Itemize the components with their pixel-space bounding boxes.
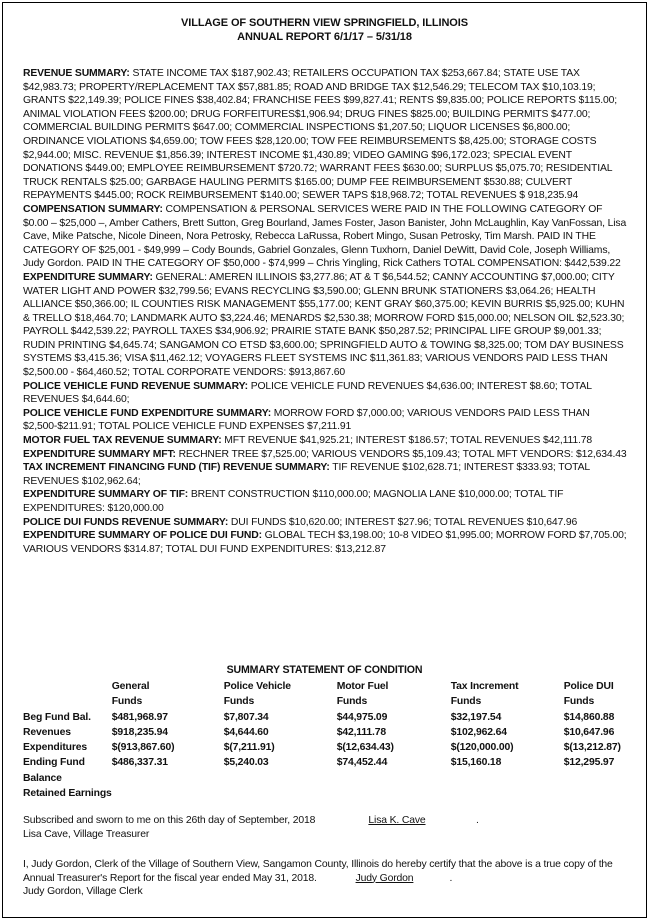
section-heading: POLICE DUI FUNDS REVENUE SUMMARY: bbox=[23, 516, 229, 528]
report-title bbox=[3, 16, 646, 44]
table-cell: $918,235.94 bbox=[111, 726, 168, 738]
report-body bbox=[23, 67, 630, 556]
section-heading: POLICE VEHICLE FUND EXPENDITURE SUMMARY: bbox=[23, 407, 272, 419]
table-cell bbox=[112, 786, 224, 801]
report-paragraph bbox=[23, 448, 630, 462]
clerk-certification bbox=[23, 858, 630, 899]
section-text: COMPENSATION & PERSONAL SERVICES WERE PAID IN THE FOLLOWING CATEGORY OF $0.00 – $25,000 –, Amber Cathers, Brett Sutton, Greg Bourland, James Foster, Jason Banister, John McLaughlin, Kay VanFossan, Lisa Cave, Mike Patsche, Nicole Dineen, Nora Petrosky, Rebecca LaRussa, Robert Mingo, Susan Petrosky, Tim Marsh. PAID IN THE CATEGORY OF $25,001 - $49,999 – Cody Bounds, Gabriel Gonzales, Glenn Tuxhorn, Daniel DeWitt, David Cole, Joseph Williams, Judy Gordon. PAID IN THE CATEGORY OF $50,000 - $74,999 – Chris Yingling, Rick Cathers TOTAL COMPENSATION: $442,539.22 bbox=[23, 203, 627, 270]
section-text: DUI FUNDS $10,620.00; INTEREST $27.96; TOTAL REVENUES $10,647.96 bbox=[228, 516, 578, 528]
table-row bbox=[23, 710, 644, 725]
row-label: Revenues bbox=[23, 726, 71, 738]
column-header: Tax Increment bbox=[450, 681, 519, 692]
table-cell: $(913,867.60) bbox=[111, 742, 175, 754]
report-paragraph bbox=[23, 488, 630, 515]
table-cell: $(7,211.91) bbox=[223, 742, 275, 754]
table-row bbox=[23, 755, 644, 770]
section-heading: EXPENDITURE SUMMARY OF TIF: bbox=[23, 489, 189, 501]
column-header: Police DUI bbox=[563, 681, 614, 692]
report-paragraph bbox=[23, 461, 630, 488]
section-heading: EXPENDITURE SUMMARY: bbox=[23, 271, 153, 283]
row-label: Beg Fund Bal. bbox=[23, 711, 91, 723]
treasurer-signature: Lisa K. Cave bbox=[368, 815, 426, 826]
section-text: GLOBAL TECH $3,198.00; 10-8 VIDEO $1,995.00; MORROW FORD $7,705.00; VARIOUS VENDORS $314.87; TOTAL DUI FUND EXPENDITURES: $13,212.87 bbox=[23, 530, 627, 555]
table-cell: $(120,000.00) bbox=[450, 742, 514, 754]
row-label: Retained Earnings bbox=[23, 788, 112, 800]
section-text: BRENT CONSTRUCTION $110,000.00; MAGNOLIA LANE $10,000.00; TOTAL TIF EXPENDITURES: $120,000.00 bbox=[23, 489, 564, 514]
title-line-2: ANNUAL REPORT 6/1/17 – 5/31/18 bbox=[237, 31, 412, 43]
table-cell: $481,968.97 bbox=[111, 711, 168, 723]
report-paragraph bbox=[23, 380, 630, 407]
row-label: Expenditures bbox=[23, 742, 88, 754]
report-paragraph bbox=[23, 67, 630, 203]
table-cell bbox=[451, 771, 564, 786]
table-cell: $5,240.03 bbox=[223, 757, 269, 769]
title-line-1: VILLAGE OF SOUTHERN VIEW SPRINGFIELD, ILLINOIS bbox=[181, 17, 468, 29]
table-header-row bbox=[23, 694, 644, 709]
table-cell: $486,337.31 bbox=[111, 757, 168, 769]
table-cell bbox=[224, 786, 337, 801]
section-heading: COMPENSATION SUMMARY: bbox=[23, 203, 163, 215]
table-cell bbox=[337, 771, 451, 786]
section-text: MORROW FORD $7,000.00; VARIOUS VENDORS PAID LESS THAN $2,500-$211.91; TOTAL POLICE VEHICLE FUND EXPENSES $7,211.91 bbox=[23, 407, 590, 433]
summary-statement-title: SUMMARY STATEMENT OF CONDITION bbox=[226, 664, 423, 676]
table-cell bbox=[224, 771, 337, 786]
section-heading: POLICE VEHICLE FUND REVENUE SUMMARY: bbox=[23, 380, 248, 392]
column-header: Funds bbox=[111, 696, 143, 708]
section-heading: TAX INCREMENT FINANCING FUND (TIF) REVENUE SUMMARY: bbox=[23, 462, 330, 474]
section-heading: REVENUE SUMMARY: bbox=[23, 68, 130, 79]
table-cell: $74,452.44 bbox=[336, 757, 388, 769]
section-text: STATE INCOME TAX $187,902.43; RETAILERS OCCUPATION TAX $253,667.84; STATE USE TAX $42,983.73; PROPERTY/REPLACEMENT TAX $57,881.85; ROAD AND BRIDGE TAX $12,546.29; TELECOM TAX $10,103.19; GRANTS $22,149.39; POLICE FINES $38,402.84; FRANCHISE FEES $99,827.41; RENTS $9,835.00; POLICE REPORTS $115.00; ANIMAL VIOLATION FEES $200.00; DRUG FORFEITURES$1,906.94; DRUG FINES $825.00; BUILDING PERMITS $477.00; COMMERCIAL BUILDING PERMITS $647.00; COMMERCIAL INSPECTIONS $1,207.50; LIQUOR LICENSES $6,800.00; ORDINANCE VIOLATIONS $4,659.00; TOW FEES $28,120.00; TOW FEE REIMBURSEMENTS $8,425.00; STORAGE COSTS $2,944.00; MISC. REVENUE $1,856.39; INTEREST INCOME $1,430.89; VIDEO GAMING $96,172.023; SPECIAL EVENT DONATIONS $449.00; EMPLOYEE REIMBURSEMENT $720.72; WARRANT FEES $630.00; SURPLUS $5,075.70; RESIDENTIAL TRUCK RENTALS $25.00; GARBAGE HAULING PERMITS $165.00; DUMP FEE REIMBURSEMENT $530.88; CULVERT REPAYMENTS $445.00; ROCK REIMBURSEMENT $140.00; SEWER TAPS $18,968.72; TOTAL REVENUES $ 918,235.94 bbox=[23, 68, 618, 202]
table-cell: $4,644.60 bbox=[223, 726, 269, 738]
section-text: POLICE VEHICLE FUND REVENUES $4,636.00; INTEREST $8.60; TOTAL REVENUES $4,644.60; bbox=[23, 380, 592, 406]
table-cell bbox=[564, 771, 644, 786]
report-paragraph bbox=[23, 271, 630, 380]
section-text: RECHNER TREE $7,525.00; VARIOUS VENDORS $5,109.43; TOTAL MFT VENDORS: $12,634.43 bbox=[175, 448, 627, 460]
column-header: Motor Fuel bbox=[336, 681, 389, 692]
table-row bbox=[23, 725, 644, 740]
report-paragraph bbox=[23, 407, 630, 434]
table-cell bbox=[564, 786, 644, 801]
table-cell: $102,962.64 bbox=[450, 726, 507, 738]
table-row bbox=[23, 740, 644, 755]
table-header-row bbox=[23, 679, 644, 694]
table-cell: $10,647.96 bbox=[563, 726, 615, 738]
annual-report-notice bbox=[2, 2, 647, 918]
table-cell: $42,111.78 bbox=[336, 726, 387, 738]
treasurer-attestation bbox=[23, 814, 630, 841]
table-cell: $15,160.18 bbox=[450, 757, 502, 769]
table-cell: $(13,212.87) bbox=[563, 742, 621, 754]
table-cell bbox=[451, 786, 564, 801]
attestation-period: . bbox=[475, 815, 479, 826]
section-heading: MOTOR FUEL TAX REVENUE SUMMARY: bbox=[23, 435, 222, 447]
section-text: MFT REVENUE $41,925.21; INTEREST $186.57; TOTAL REVENUES $42,111.78 bbox=[221, 435, 592, 447]
column-header: Funds bbox=[563, 696, 595, 708]
report-paragraph bbox=[23, 434, 630, 448]
treasurer-name: Lisa Cave, Village Treasurer bbox=[23, 828, 150, 840]
table-cell: $32,197.54 bbox=[450, 711, 502, 723]
table-cell bbox=[112, 771, 224, 786]
table-cell bbox=[337, 786, 451, 801]
table-row bbox=[23, 771, 644, 786]
column-header bbox=[23, 679, 112, 694]
column-header: Funds bbox=[336, 696, 368, 708]
report-paragraph bbox=[23, 529, 630, 556]
certification-period: . bbox=[449, 872, 453, 884]
table-cell: $12,295.97 bbox=[563, 757, 615, 769]
section-heading: EXPENDITURE SUMMARY MFT: bbox=[23, 448, 176, 460]
section-heading: EXPENDITURE SUMMARY OF POLICE DUI FUND: bbox=[23, 530, 262, 542]
certification-text: I, Judy Gordon, Clerk of the Village of Southern View, Sangamon County, Illinois do hereby certify that the above is a true copy of the Annual Treasurer's Report for the fiscal year ended May 31, 2018. bbox=[23, 859, 613, 884]
column-header: General bbox=[111, 681, 150, 692]
row-label: Balance bbox=[23, 772, 62, 784]
table-cell: $7,807.34 bbox=[223, 711, 269, 723]
column-header bbox=[23, 694, 112, 709]
table-row bbox=[23, 786, 644, 801]
table-cell: $(12,634.43) bbox=[336, 742, 394, 754]
clerk-signature: Judy Gordon bbox=[355, 872, 414, 884]
row-label: Ending Fund bbox=[23, 757, 85, 769]
table-cell: $14,860.88 bbox=[563, 711, 615, 723]
column-header: Police Vehicle bbox=[223, 681, 291, 692]
column-header: Funds bbox=[450, 696, 482, 708]
summary-statement-table bbox=[23, 679, 644, 801]
report-paragraph bbox=[23, 516, 630, 530]
clerk-name: Judy Gordon, Village Clerk bbox=[23, 886, 143, 898]
attestation-text: Subscribed and sworn to me on this 26th day of September, 2018 bbox=[23, 815, 316, 826]
section-text: TIF REVENUE $102,628.71; INTEREST $333.93; TOTAL REVENUES $102,962.64; bbox=[23, 462, 590, 487]
column-header: Funds bbox=[223, 696, 255, 708]
report-paragraph bbox=[23, 203, 630, 271]
table-cell: $44,975.09 bbox=[336, 711, 388, 723]
section-text: GENERAL: AMEREN ILLINOIS $3,277.86; AT & T $6,544.52; CANNY ACCOUNTING $7,000.00; CITY WATER LIGHT AND POWER $32,799.56; EVANS RECYCLING $3,590.00; GLENN BRUNK STATIONERS $3,064.26; HEALTH ALLIANCE $50,366.00; IL COUNTIES RISK MANAGEMENT $55,177.00; KENT GRAY $60,375.00; KEVIN BURRIS $5,925.00; KUHN & TRELLO $18,464.70; LANDMARK AUTO $3,224.46; MENARDS $2,530.38; MORROW FORD $15,000.00; NELSON OIL $2,523.30; PAYROLL $442,539.22; PAYROLL TAXES $34,906.92; PRAIRIE STATE BANK $50,287.52; PRINCIPAL LIFE GROUP $9,001.33; RUDIN PRINTING $4,645.74; SANGAMON CO ETSD $3,600.00; SPRINGFIELD AUTO & TOWING $8,325.00; TOM DAY BUSINESS SYSTEMS $3,415.36; VISA $11,462.12; VOYAGERS FLEET SYSTEMS INC $11,361.83; VARIOUS VENDORS PAID LESS THAN $2,500.00 - $64,460.52; TOTAL CORPORATE VENDORS: $913,867.60 bbox=[23, 271, 625, 379]
